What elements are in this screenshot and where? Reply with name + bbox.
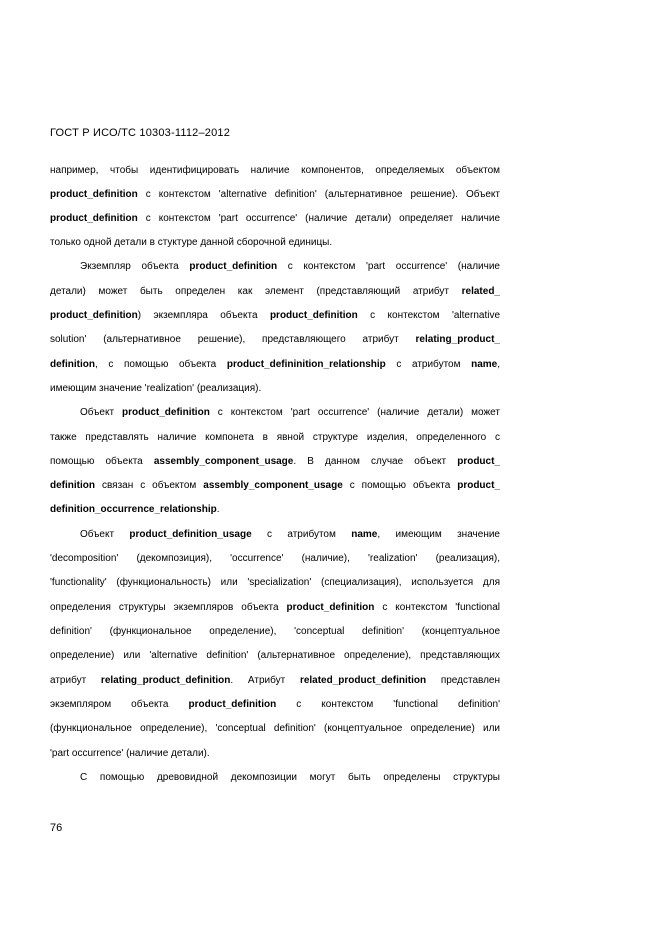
text-line: definition, с помощью объекта product_defininition_relationship с атрибутом name, <box>50 359 500 370</box>
term: definition <box>50 359 95 370</box>
text-line: 'part occurrence' (наличие детали). <box>50 748 210 759</box>
term: related_ <box>461 286 500 297</box>
term: definition_occurrence_relationship <box>50 504 217 515</box>
text-line: product_definition с контекстом 'alternative definition' (альтернативное решение). Объект <box>50 189 500 200</box>
term: name <box>471 359 498 370</box>
document-header: ГОСТ Р ИСО/ТС 10303-1112–2012 <box>50 127 231 139</box>
term: product_definition_usage <box>129 529 252 540</box>
text-line: definition связан с объектом assembly_component_usage с помощью объекта product_ <box>50 480 500 491</box>
text-line: экземпляром объекта product_definition с контекстом 'functional definition' <box>50 699 500 710</box>
text-line: имеющим значение 'realization' (реализация). <box>50 383 262 394</box>
page-number: 76 <box>50 822 63 834</box>
text-line: помощью объекта assembly_component_usage. В данном случае объект product_ <box>50 456 500 467</box>
text-line: определения структуры экземпляров объекта product_definition с контекстом 'functional <box>50 602 500 613</box>
text-line: definition' (функциональное определение), 'conceptual definition' (концептуальное <box>50 626 500 637</box>
text-line: definition_occurrence_relationship. <box>50 504 220 515</box>
text-line: (функциональное определение), 'conceptual definition' (концептуальное определение) или <box>50 723 500 734</box>
text-line: С помощью древовидной декомпозиции могут быть определены структуры <box>80 772 500 783</box>
term: product_defininition_relationship <box>226 359 386 370</box>
term: name <box>351 529 378 540</box>
term: relating_product_definition <box>100 675 231 686</box>
text-line: также представлять наличие компонета в явной структуре изделия, определенного с <box>50 432 500 443</box>
term: product_definition <box>50 213 138 224</box>
text-line: только одной детали в стуктуре данной сборочной единицы. <box>50 237 333 248</box>
text-line: product_definition) экземпляра объекта product_definition с контекстом 'alternative <box>50 310 500 321</box>
text-line: 'decomposition' (декомпозиция), 'occurrence' (наличие), 'realization' (реализация), <box>50 553 500 564</box>
term: product_ <box>457 480 500 491</box>
text-line: Объект product_definition_usage с атрибутом name, имеющим значение <box>80 529 500 540</box>
term: product_definition <box>122 407 210 418</box>
text-line: детали) может быть определен как элемент (представляющий атрибут related_ <box>50 286 500 297</box>
text-line: атрибут relating_product_definition. Атрибут related_product_definition представлен <box>50 675 501 686</box>
term: definition <box>50 480 95 491</box>
term: relating_product_ <box>415 334 500 345</box>
term: product_definition <box>50 310 138 321</box>
term: product_definition <box>50 189 138 200</box>
text-line: Объект product_definition с контекстом 'part occurrence' (наличие детали) может <box>80 407 500 418</box>
text-line: Экземпляр объекта product_definition с контекстом 'part occurrence' (наличие <box>80 261 500 272</box>
term: assembly_component_usage <box>203 480 343 491</box>
text-line: product_definition с контекстом 'part occurrence' (наличие детали) определяет наличие <box>50 213 500 224</box>
term: product_definition <box>286 602 375 613</box>
term: product_ <box>457 456 500 467</box>
text-line: определение) или 'alternative definition' (альтернативное определение), представляющих <box>50 650 500 661</box>
text-line: solution' (альтернативное решение), представляющего атрибут relating_product_ <box>50 334 500 345</box>
term: assembly_component_usage <box>153 456 294 467</box>
text-line: например, чтобы идентифицировать наличие компонентов, определяемых объектом <box>50 165 500 176</box>
text-line: 'functionality' (функциональность) или 'specialization' (специализация), используется для <box>50 577 500 588</box>
term: product_definition <box>269 310 358 321</box>
term: product_definition <box>188 699 277 710</box>
term: product_definition <box>189 261 278 272</box>
term: related_product_definition <box>299 675 427 686</box>
